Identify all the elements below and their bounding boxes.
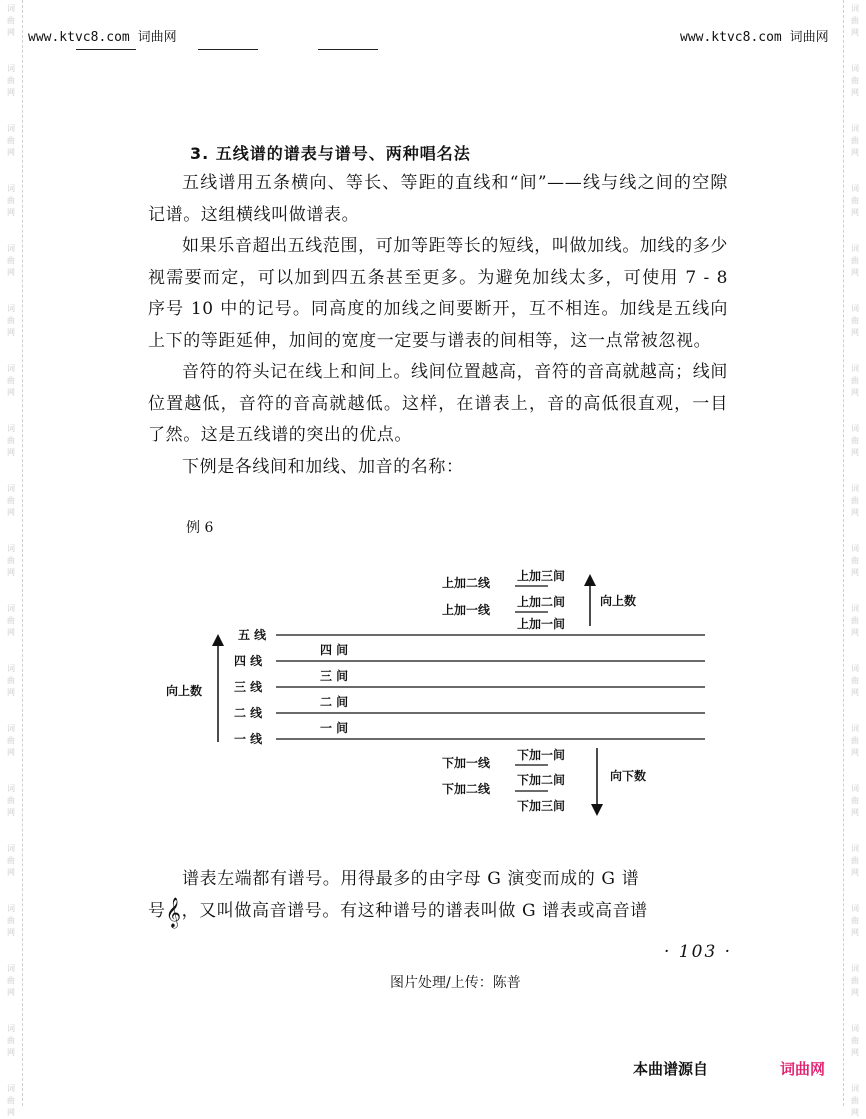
side-watermark: [7, 63, 15, 99]
side-watermark-char: 曲: [7, 556, 15, 565]
staff-line-label: 五 线: [238, 628, 267, 642]
side-watermark: [7, 423, 15, 459]
side-watermark: [851, 723, 859, 759]
side-watermark: [851, 243, 859, 279]
footer-source: 本曲谱源自: [633, 1060, 709, 1078]
side-watermark-char: 网: [7, 388, 15, 397]
side-watermark-char: 网: [851, 508, 859, 517]
side-watermark-char: 词: [851, 604, 859, 613]
side-watermark-char: 曲: [851, 16, 859, 25]
side-watermark-char: 词: [851, 724, 859, 733]
side-watermark-char: 曲: [851, 196, 859, 205]
side-watermark-char: 词: [851, 124, 859, 133]
side-watermark-char: 词: [851, 844, 859, 853]
side-watermark-char: 曲: [851, 556, 859, 565]
side-watermark: [7, 963, 15, 999]
closing-prefix: 号: [148, 900, 166, 921]
side-watermark-char: 词: [7, 784, 15, 793]
side-watermark-char: 词: [7, 544, 15, 553]
side-watermark: [851, 63, 859, 99]
staff-space-label: 二 间: [320, 695, 349, 709]
side-watermark: [7, 243, 15, 279]
side-watermark-char: 词: [7, 424, 15, 433]
staff-space-label: 四 间: [320, 643, 349, 657]
side-watermark: [851, 303, 859, 339]
side-watermark: [7, 483, 15, 519]
side-watermark-char: 网: [851, 1108, 859, 1117]
staff-space-label: 三 间: [320, 669, 349, 683]
header-site-left[interactable]: www.ktvc8.com 词曲网: [28, 30, 177, 45]
upper-space-label: 上加三间: [517, 569, 566, 583]
upper-space-label: 上加一间: [517, 617, 566, 631]
side-watermark-char: 词: [851, 544, 859, 553]
side-watermark-char: 词: [851, 784, 859, 793]
side-watermark-char: 词: [851, 664, 859, 673]
side-watermark-char: 网: [851, 988, 859, 997]
side-watermark-char: 词: [7, 124, 15, 133]
side-watermark-char: 词: [851, 4, 859, 13]
closing-text: [148, 864, 728, 927]
example-label: 例 6: [186, 520, 214, 536]
side-watermark-char: 网: [7, 1048, 15, 1057]
side-watermark-char: 曲: [851, 436, 859, 445]
side-watermark-char: 网: [7, 208, 15, 217]
side-watermark: [851, 603, 859, 639]
side-watermark-char: 词: [7, 904, 15, 913]
side-watermark: [7, 1023, 15, 1059]
staff-diagram: [150, 560, 730, 830]
side-watermark-char: 词: [7, 964, 15, 973]
upper-line-label: 上加一线: [442, 603, 491, 617]
body-text: [148, 168, 728, 483]
side-watermark-char: 曲: [851, 976, 859, 985]
side-watermark-char: 网: [851, 808, 859, 817]
side-watermark-char: 曲: [7, 736, 15, 745]
side-watermark: [851, 843, 859, 879]
side-watermark-char: 曲: [851, 736, 859, 745]
side-watermark-char: 词: [851, 64, 859, 73]
lower-space-label: 下加一间: [517, 748, 566, 762]
side-watermark-char: 曲: [851, 136, 859, 145]
side-watermark-char: 曲: [7, 676, 15, 685]
lower-line-label: 下加二线: [442, 782, 491, 796]
side-watermark-char: 词: [7, 4, 15, 13]
side-watermark-char: 曲: [7, 76, 15, 85]
side-watermark: [851, 363, 859, 399]
side-watermark-char: 曲: [7, 16, 15, 25]
side-watermark-char: 曲: [7, 376, 15, 385]
side-watermark-char: 曲: [7, 136, 15, 145]
side-watermark: [851, 423, 859, 459]
side-watermark-char: 曲: [7, 1036, 15, 1045]
side-watermark-char: 词: [851, 484, 859, 493]
side-watermark-char: 网: [851, 928, 859, 937]
side-watermark-char: 网: [851, 568, 859, 577]
side-watermark: [7, 903, 15, 939]
side-watermark-char: 曲: [851, 1036, 859, 1045]
side-watermark: [851, 963, 859, 999]
side-watermark: [851, 3, 859, 39]
side-watermark: [7, 663, 15, 699]
side-watermark-char: 网: [851, 628, 859, 637]
section-heading: 3. 五线谱的谱表与谱号、两种唱名法: [190, 144, 471, 163]
side-watermark-char: 曲: [7, 796, 15, 805]
side-watermark: [851, 123, 859, 159]
side-watermark-char: 曲: [7, 316, 15, 325]
side-watermark-char: 网: [7, 988, 15, 997]
side-watermark-char: 曲: [7, 856, 15, 865]
side-watermark-char: 词: [7, 724, 15, 733]
left-watermark-strip: [0, 0, 23, 1117]
side-watermark-char: 曲: [851, 796, 859, 805]
side-watermark-char: 词: [7, 484, 15, 493]
side-watermark-char: 曲: [851, 376, 859, 385]
side-watermark-char: 词: [7, 1024, 15, 1033]
side-watermark: [851, 483, 859, 519]
side-watermark-char: 网: [7, 268, 15, 277]
side-watermark-char: 网: [851, 88, 859, 97]
staff-space-label: 一 间: [320, 721, 349, 735]
side-watermark: [7, 783, 15, 819]
side-watermark-char: 网: [851, 448, 859, 457]
staff-line-label: 一 线: [234, 732, 263, 746]
side-watermark-char: 词: [7, 604, 15, 613]
side-watermark-char: 曲: [7, 436, 15, 445]
paragraph: 五线谱用五条横向、等长、等距的直线和“间”——线与线之间的空隙记谱。这组横线叫做谱表。: [148, 173, 728, 225]
side-watermark-char: 曲: [7, 616, 15, 625]
staff-line-label: 三 线: [234, 680, 263, 694]
side-watermark-char: 曲: [851, 616, 859, 625]
side-watermark-char: 词: [851, 364, 859, 373]
side-watermark: [7, 723, 15, 759]
side-watermark: [851, 783, 859, 819]
lower-space-label: 下加三间: [517, 799, 566, 813]
header-divider: [76, 49, 136, 50]
closing-line: [148, 896, 728, 928]
side-watermark-char: 网: [7, 508, 15, 517]
side-watermark-char: 网: [7, 28, 15, 37]
lower-space-label: 下加二间: [517, 773, 566, 787]
upper-line-label: 上加二线: [442, 576, 491, 590]
footer-brand-link[interactable]: 词曲网: [780, 1060, 826, 1078]
side-watermark: [851, 1083, 859, 1119]
side-watermark-char: 词: [851, 904, 859, 913]
side-watermark: [851, 663, 859, 699]
paragraph: 如果乐音超出五线范围，可加等距等长的短线，叫做加线。加线的多少视需要而定，可以加到四五条甚至更多。为避免加线太多，可使用 7 - 8 序号 10 中的记号。同高度的加线之间要断开，互不相连。加线是五线向上下的等距延伸，加间的宽度一定要与谱表的间相等，这一点常被忽视。: [148, 236, 728, 351]
side-watermark-char: 词: [851, 304, 859, 313]
side-watermark-char: 曲: [7, 1096, 15, 1105]
side-watermark: [851, 543, 859, 579]
closing-suffix: ，又叫做高音谱号。有这种谱号的谱表叫做 G 谱表或高音谱: [181, 900, 648, 921]
side-watermark-char: 网: [7, 1108, 15, 1117]
side-watermark: [7, 363, 15, 399]
side-watermark-char: 网: [7, 328, 15, 337]
side-watermark: [7, 843, 15, 879]
lower-line-label: 下加一线: [442, 756, 491, 770]
side-watermark-char: 词: [851, 244, 859, 253]
side-watermark: [7, 603, 15, 639]
side-watermark-char: 网: [7, 628, 15, 637]
downward-label: 向下数: [610, 769, 647, 783]
side-watermark: [7, 543, 15, 579]
side-watermark-char: 网: [851, 388, 859, 397]
side-watermark-char: 词: [7, 664, 15, 673]
side-watermark-char: 曲: [851, 256, 859, 265]
staff-line-label: 二 线: [234, 706, 263, 720]
page-number: · 103 ·: [664, 942, 733, 962]
side-watermark: [7, 123, 15, 159]
side-watermark-char: 网: [7, 148, 15, 157]
side-watermark-char: 词: [7, 844, 15, 853]
side-watermark-char: 曲: [851, 916, 859, 925]
side-watermark-char: 曲: [851, 1096, 859, 1105]
side-watermark-char: 曲: [7, 976, 15, 985]
side-watermark-char: 网: [7, 868, 15, 877]
side-watermark-char: 网: [7, 748, 15, 757]
side-watermark-char: 网: [851, 748, 859, 757]
side-watermark: [7, 183, 15, 219]
side-watermark-char: 词: [7, 244, 15, 253]
side-watermark-char: 网: [851, 28, 859, 37]
side-watermark-char: 网: [851, 1048, 859, 1057]
header-site-right[interactable]: www.ktvc8.com 词曲网: [680, 30, 829, 45]
side-watermark: [851, 1023, 859, 1059]
side-watermark-char: 网: [7, 448, 15, 457]
side-watermark-char: 网: [851, 688, 859, 697]
staff-upward-label: 向上数: [166, 684, 203, 698]
side-watermark-char: 网: [851, 148, 859, 157]
side-watermark-char: 网: [851, 328, 859, 337]
side-watermark-char: 网: [851, 208, 859, 217]
side-watermark-char: 曲: [7, 256, 15, 265]
upward-label: 向上数: [600, 594, 637, 608]
side-watermark: [7, 1083, 15, 1119]
side-watermark: [7, 3, 15, 39]
side-watermark-char: 网: [851, 268, 859, 277]
side-watermark-char: 词: [7, 364, 15, 373]
header-divider: [318, 49, 378, 50]
side-watermark: [851, 903, 859, 939]
right-watermark-strip: [843, 0, 866, 1117]
side-watermark-char: 曲: [7, 916, 15, 925]
upload-credit: 图片处理/上传：陈普: [390, 975, 521, 991]
side-watermark-char: 词: [851, 424, 859, 433]
paragraph: 音符的符头记在线上和间上。线间位置越高，音符的音高就越高；线间位置越低，音符的音高就越低。这样，在谱表上，音的高低很直观，一目了然。这是五线谱的突出的优点。: [148, 362, 728, 445]
side-watermark-char: 网: [7, 88, 15, 97]
side-watermark: [851, 183, 859, 219]
closing-line: 谱表左端都有谱号。用得最多的由字母 G 演变而成的 G 谱: [182, 869, 640, 889]
paragraph: 下例是各线间和加线、加音的名称：: [182, 456, 464, 477]
staff-line-label: 四 线: [234, 654, 263, 668]
side-watermark-char: 网: [7, 688, 15, 697]
side-watermark-char: 网: [7, 928, 15, 937]
side-watermark-char: 词: [7, 184, 15, 193]
side-watermark-char: 词: [7, 64, 15, 73]
side-watermark: [7, 303, 15, 339]
treble-clef-icon: 𝄞: [165, 897, 182, 928]
side-watermark-char: 曲: [851, 856, 859, 865]
side-watermark-char: 网: [851, 868, 859, 877]
side-watermark-char: 词: [851, 964, 859, 973]
side-watermark-char: 词: [7, 1084, 15, 1093]
upper-space-label: 上加二间: [517, 595, 566, 609]
side-watermark-char: 网: [7, 568, 15, 577]
header-divider: [198, 49, 258, 50]
side-watermark-char: 曲: [851, 496, 859, 505]
side-watermark-char: 曲: [7, 196, 15, 205]
side-watermark-char: 词: [851, 1084, 859, 1093]
side-watermark-char: 曲: [7, 496, 15, 505]
side-watermark-char: 曲: [851, 76, 859, 85]
side-watermark-char: 词: [851, 184, 859, 193]
side-watermark-char: 曲: [851, 316, 859, 325]
side-watermark-char: 网: [7, 808, 15, 817]
side-watermark-char: 词: [851, 1024, 859, 1033]
side-watermark-char: 曲: [851, 676, 859, 685]
side-watermark-char: 词: [7, 304, 15, 313]
